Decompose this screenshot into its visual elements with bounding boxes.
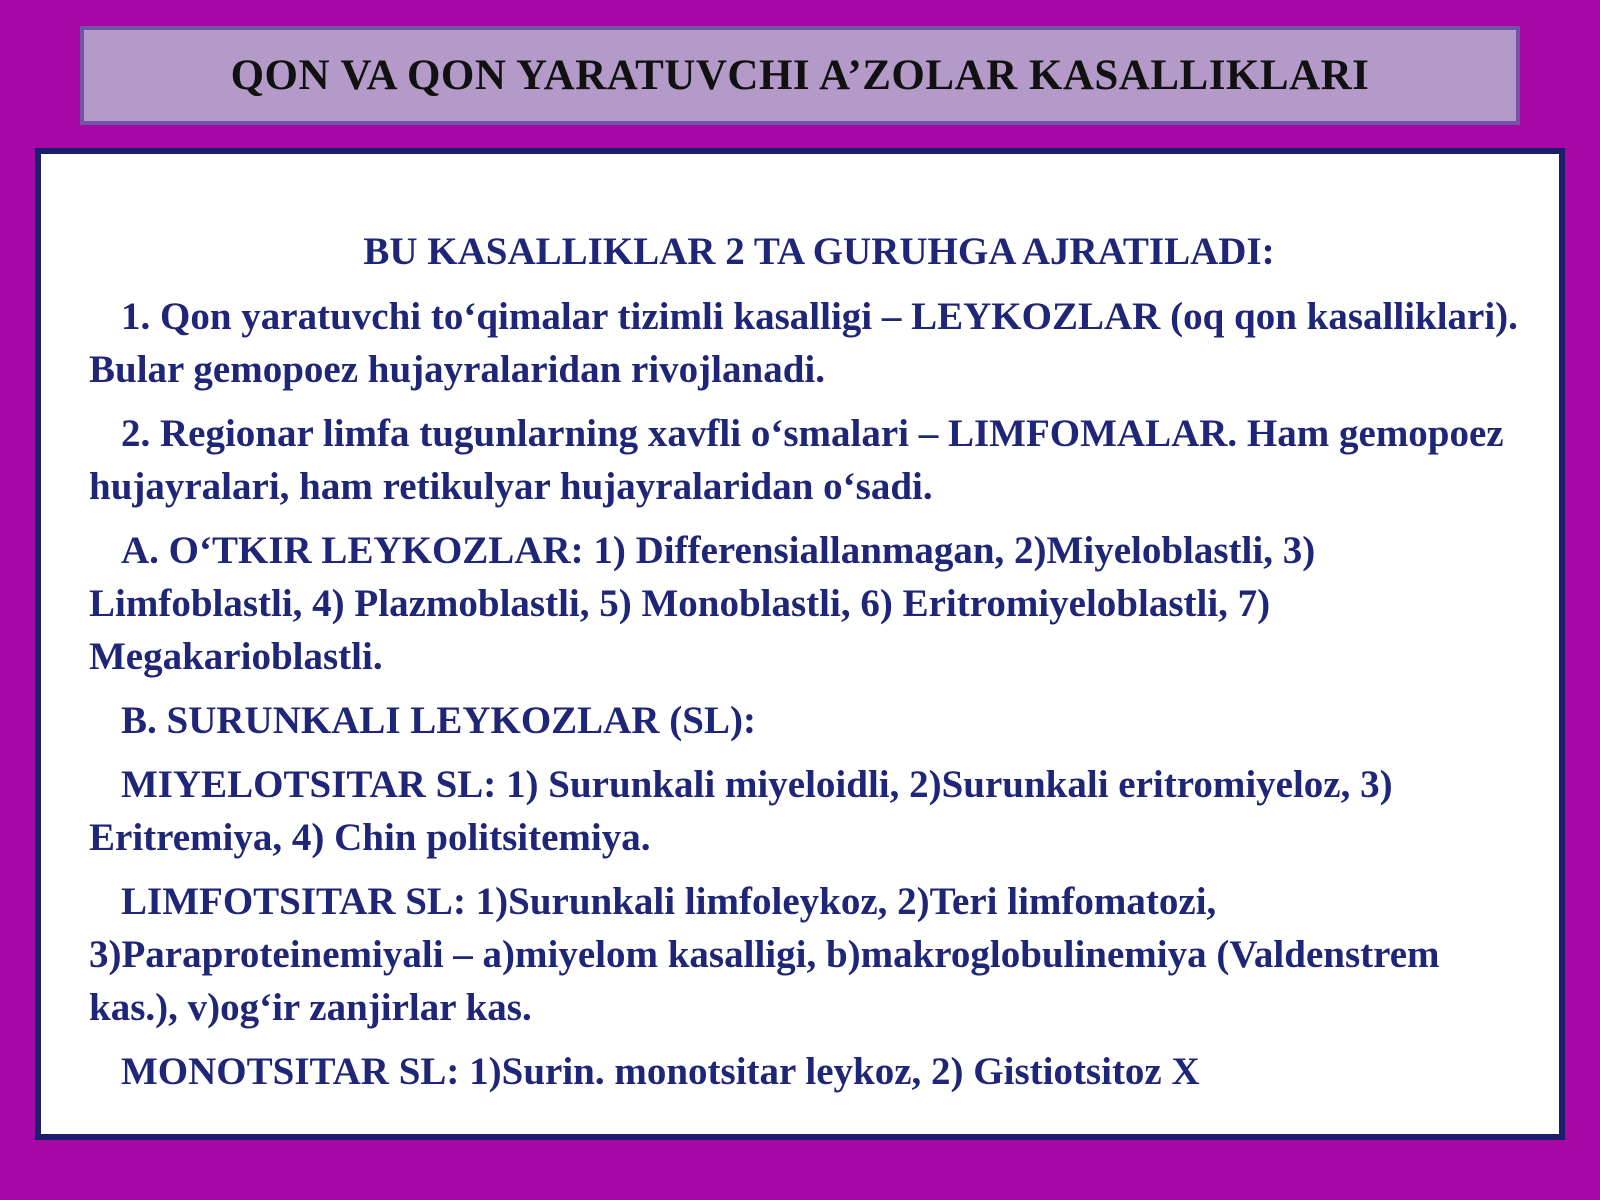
paragraph-surunkali-leykozlar: B. SURUNKALI LEYKOZLAR (SL): (121, 699, 756, 742)
slide-title: QON VA QON YARATUVCHI A’ZOLAR KASALLIKLARI (230, 52, 1370, 99)
content-box (35, 148, 1565, 1140)
paragraph-limfotsitar: LIMFOTSITAR SL: 1)Surunkali limfoleykoz, 2)Teri limfomatozi, 3)Paraproteinemiyali – a)miyelom kasalligi, b)makroglobulinemiya (Valdenstrem kas.), v)og‘ir zanjirlar kas. (89, 880, 1440, 1029)
section-heading: BU KASALLIKLAR 2 TA GURUHGA AJRATILADI: (363, 230, 1275, 273)
paragraph-leykozlar: 1. Qon yaratuvchi to‘qimalar tizimli kasalligi – LEYKOZLAR (oq qon kasalliklari). Bular gemopoez hujayralaridan rivojlanadi. (89, 295, 1518, 391)
paragraph-miyelotsitar: MIYELOTSITAR SL: 1) Surunkali miyeloidli, 2)Surunkali eritromiyeloz, 3) Eritremiya, 4) Chin politsitemiya. (89, 763, 1393, 859)
paragraph-otkir-leykozlar: A. O‘TKIR LEYKOZLAR: 1) Differensiallanmagan, 2)Miyeloblastli, 3) Limfoblastli, 4) Plazmoblastli, 5) Monoblastli, 6) Eritromiyeloblastli, 7) Megakarioblastli. (89, 529, 1316, 678)
paragraph-monotsitar: MONOTSITAR SL: 1)Surin. monotsitar leykoz, 2) Gistiotsitoz X (121, 1050, 1200, 1093)
title-box (80, 26, 1520, 125)
paragraph-limfomalar: 2. Regionar limfa tugunlarning xavfli o‘smalari – LIMFOMALAR. Ham gemopoez hujayralari, ham retikulyar hujayralaridan o‘sadi. (89, 412, 1504, 508)
